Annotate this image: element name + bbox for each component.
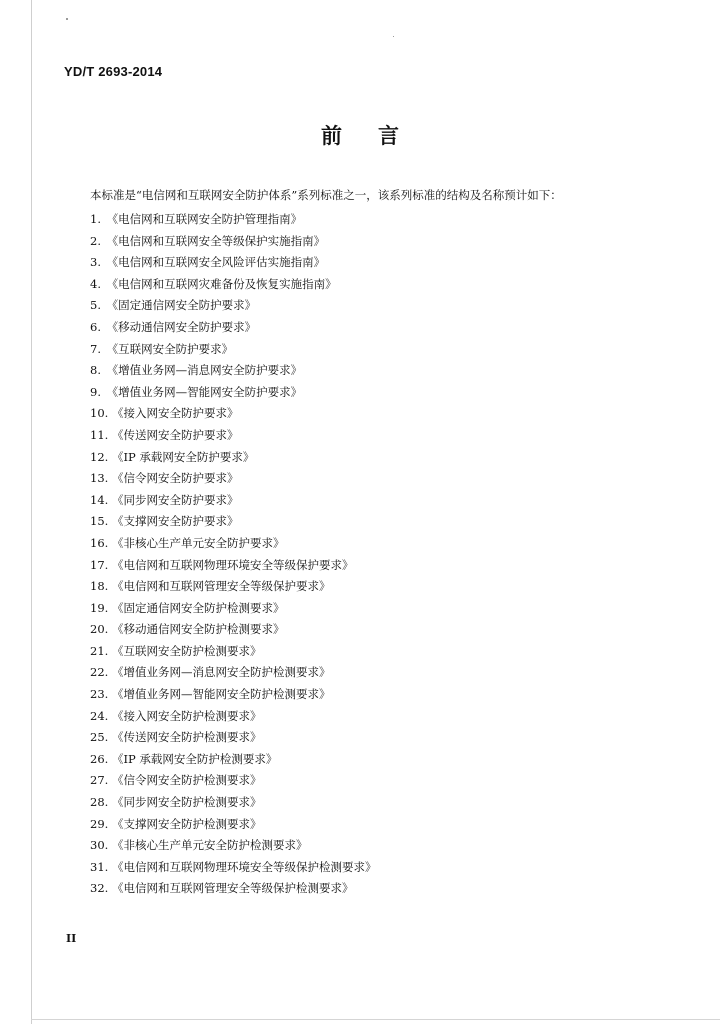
list-item-number: 3. xyxy=(90,255,101,270)
list-item xyxy=(90,231,376,253)
list-item-title: 《接入网安全防护检测要求》 xyxy=(111,708,262,723)
list-item-title: 《支撑网安全防护检测要求》 xyxy=(111,816,262,831)
list-item-number: 19. xyxy=(90,600,109,615)
list-item-title: 《电信网和互联网管理安全等级保护要求》 xyxy=(111,579,331,594)
list-item-number: 7. xyxy=(90,341,101,356)
list-item xyxy=(90,878,376,900)
list-item xyxy=(90,295,376,317)
list-item-number: 2. xyxy=(90,233,101,248)
scan-speck xyxy=(66,18,68,20)
list-item-number: 24. xyxy=(90,708,109,723)
list-item-number: 32. xyxy=(90,881,109,896)
list-item xyxy=(90,209,376,231)
list-item-title: 《互联网安全防护检测要求》 xyxy=(111,643,262,658)
list-item xyxy=(90,835,376,857)
page-title: 前言 xyxy=(321,124,435,148)
list-item-title: 《增值业务网—消息网安全防护要求》 xyxy=(106,363,303,378)
list-item xyxy=(90,598,376,620)
list-item-number: 29. xyxy=(90,816,109,831)
list-item-number: 5. xyxy=(90,298,101,313)
list-item-number: 12. xyxy=(90,449,109,464)
list-item xyxy=(90,274,376,296)
list-item xyxy=(90,252,376,274)
scan-speck xyxy=(393,36,394,37)
list-item-number: 10. xyxy=(90,406,109,421)
list-item-title: 《支撑网安全防护要求》 xyxy=(111,514,239,529)
list-item-title: 《信令网安全防护要求》 xyxy=(111,471,239,486)
list-item-title: 《非核心生产单元安全防护要求》 xyxy=(111,535,285,550)
list-item xyxy=(90,641,376,663)
list-item-title: 《增值业务网—智能网安全防护检测要求》 xyxy=(111,687,331,702)
list-item-number: 31. xyxy=(90,859,109,874)
list-item-title: 《固定通信网安全防护要求》 xyxy=(106,298,257,313)
list-item xyxy=(90,360,376,382)
list-item-number: 17. xyxy=(90,557,109,572)
list-item-number: 4. xyxy=(90,276,101,291)
list-item xyxy=(90,490,376,512)
list-item-title: 《移动通信网安全防护要求》 xyxy=(106,319,257,334)
list-item xyxy=(90,317,376,339)
list-item-title: 《同步网安全防护检测要求》 xyxy=(111,795,262,810)
list-item-title: 《增值业务网—消息网安全防护检测要求》 xyxy=(111,665,331,680)
list-item-number: 14. xyxy=(90,492,109,507)
list-item-title: 《互联网安全防护要求》 xyxy=(106,341,234,356)
list-item xyxy=(90,814,376,836)
list-item-number: 28. xyxy=(90,795,109,810)
list-item xyxy=(90,684,376,706)
list-item-number: 23. xyxy=(90,687,109,702)
list-item-number: 21. xyxy=(90,643,109,658)
list-item-number: 18. xyxy=(90,579,109,594)
list-item xyxy=(90,662,376,684)
list-item xyxy=(90,857,376,879)
list-item-number: 6. xyxy=(90,319,101,334)
list-item-number: 26. xyxy=(90,751,109,766)
list-item xyxy=(90,576,376,598)
list-item-number: 20. xyxy=(90,622,109,637)
list-item-title: 《电信网和互联网安全风险评估实施指南》 xyxy=(106,255,326,270)
list-item xyxy=(90,425,376,447)
list-item-title: 《电信网和互联网安全防护管理指南》 xyxy=(106,212,303,226)
list-item-number: 22. xyxy=(90,665,109,680)
list-item-number: 13. xyxy=(90,471,109,486)
page-number: II xyxy=(66,932,77,945)
list-item-title: 《IP 承载网安全防护检测要求》 xyxy=(111,751,278,766)
list-item-number: 30. xyxy=(90,838,109,853)
list-item-title: 《电信网和互联网物理环境安全等级保护要求》 xyxy=(111,557,354,572)
list-item xyxy=(90,468,376,490)
list-item xyxy=(90,339,376,361)
list-item-title: 《电信网和互联网安全等级保护实施指南》 xyxy=(106,233,326,248)
scan-edge-bottom xyxy=(31,1019,720,1020)
list-item-title: 《非核心生产单元安全防护检测要求》 xyxy=(111,838,308,853)
list-item-title: 《接入网安全防护要求》 xyxy=(111,406,239,421)
list-item-title: 《固定通信网安全防护检测要求》 xyxy=(111,600,285,615)
list-item-title: 《电信网和互联网灾难备份及恢复实施指南》 xyxy=(106,276,337,291)
list-item-title: 《移动通信网安全防护检测要求》 xyxy=(111,622,285,637)
list-item-title: 《增值业务网—智能网安全防护要求》 xyxy=(106,384,303,399)
list-item-title: 《传送网安全防护检测要求》 xyxy=(111,730,262,745)
list-item-title: 《传送网安全防护要求》 xyxy=(111,427,239,442)
list-item-number: 8. xyxy=(90,363,101,378)
list-item xyxy=(90,770,376,792)
list-item-number: 16. xyxy=(90,535,109,550)
list-item xyxy=(90,706,376,728)
list-item xyxy=(90,555,376,577)
list-item xyxy=(90,382,376,404)
list-item-number: 1. xyxy=(90,212,101,226)
list-item xyxy=(90,403,376,425)
scan-edge-left xyxy=(31,0,32,1024)
intro-paragraph: 本标准是“电信网和互联网安全防护体系”系列标准之一，该系列标准的结构及名称预计如下： xyxy=(90,188,562,202)
list-item-number: 27. xyxy=(90,773,109,788)
list-item xyxy=(90,749,376,771)
list-item xyxy=(90,619,376,641)
list-item-title: 《电信网和互联网管理安全等级保护检测要求》 xyxy=(111,881,354,896)
standards-list xyxy=(90,209,376,900)
list-item-number: 11. xyxy=(90,427,109,442)
list-item xyxy=(90,533,376,555)
list-item-number: 25. xyxy=(90,730,109,745)
standard-code: YD/T 2693-2014 xyxy=(64,64,163,79)
list-item-number: 15. xyxy=(90,514,109,529)
list-item-title: 《IP 承载网安全防护要求》 xyxy=(111,449,255,464)
list-item xyxy=(90,792,376,814)
list-item xyxy=(90,447,376,469)
list-item xyxy=(90,511,376,533)
list-item-title: 《信令网安全防护检测要求》 xyxy=(111,773,262,788)
list-item-number: 9. xyxy=(90,384,101,399)
list-item-title: 《同步网安全防护要求》 xyxy=(111,492,239,507)
list-item-title: 《电信网和互联网物理环境安全等级保护检测要求》 xyxy=(111,859,377,874)
list-item xyxy=(90,727,376,749)
